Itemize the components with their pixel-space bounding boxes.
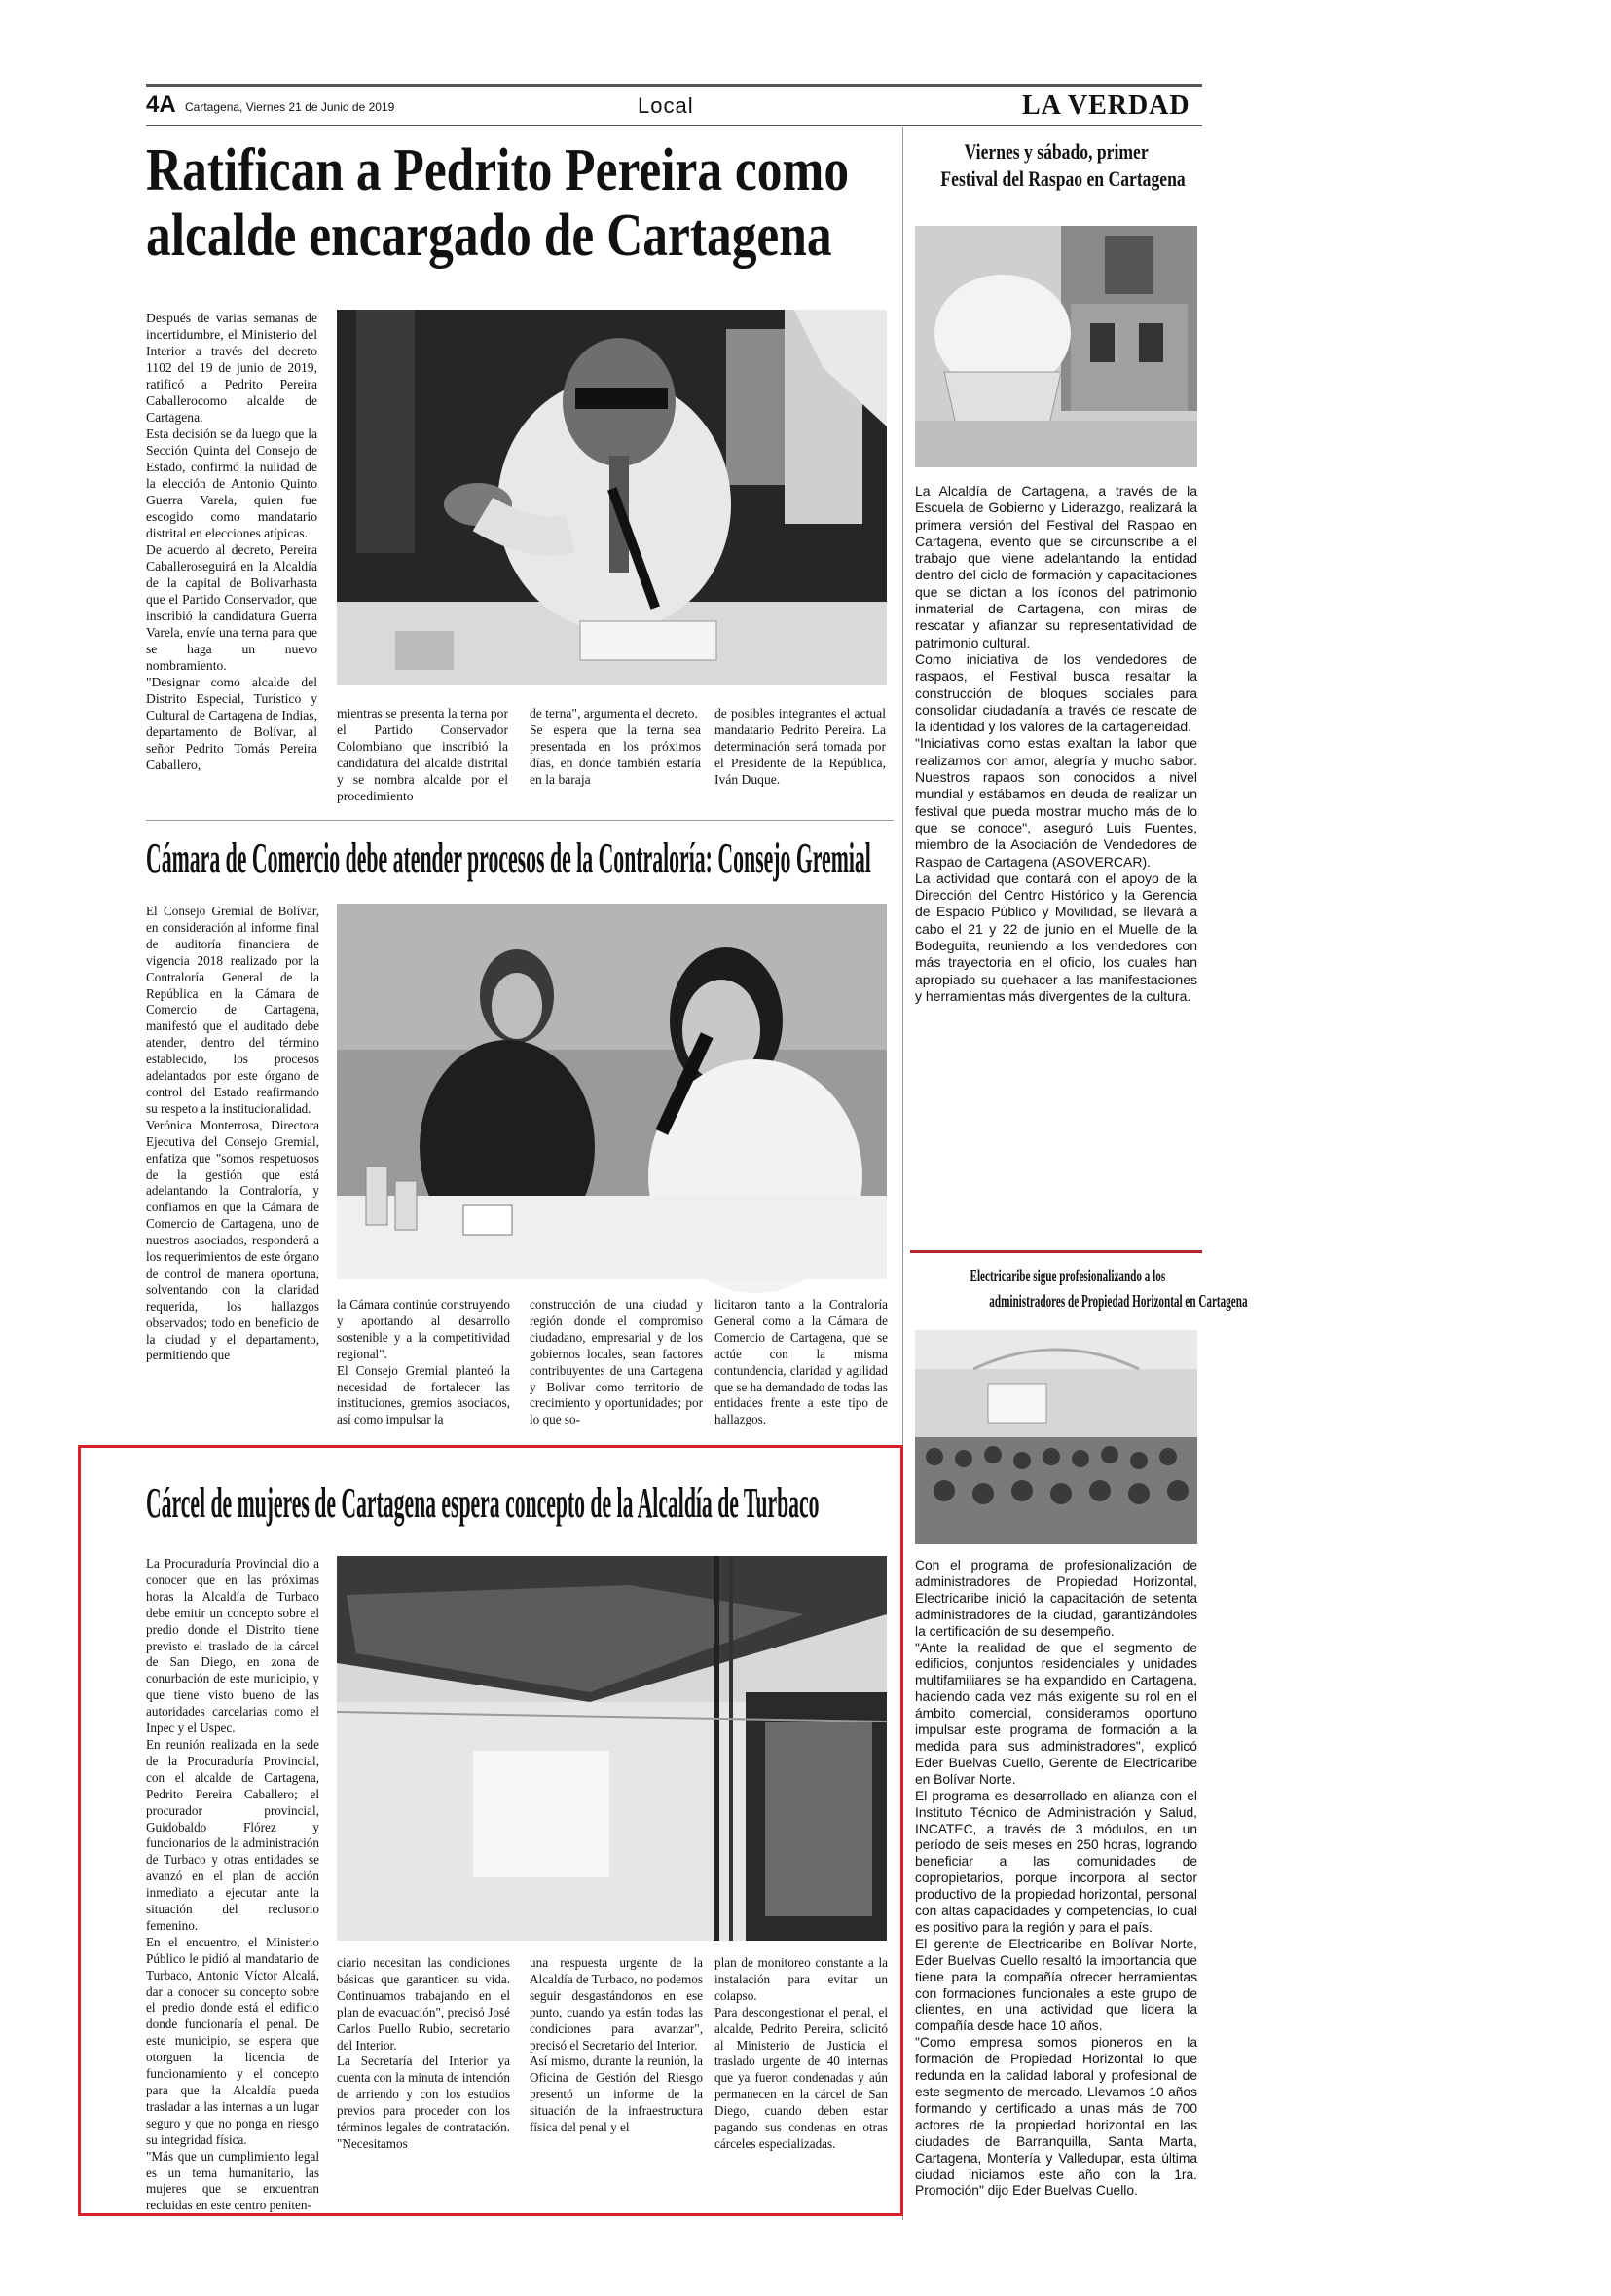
article2-title: Cámara de Comercio debe atender procesos de la Contraloría: Consejo Gremial (146, 834, 871, 882)
prison-ceiling-photo (337, 1556, 887, 1941)
article3-photo (337, 1556, 887, 1941)
article2-headline (146, 835, 1611, 882)
article1-body-col2: mientras se presenta la terna por el Partido Conservador Colombiano que inscribió la candidatura del alcalde distrital y se nombra alcalde por el procedimiento (337, 706, 508, 803)
article3-body-col3: una respuesta urgente de la Alcaldía de Turbaco, no podemos seguir desgastándonos en ese punto, cuando ya están todas las condiciones para avanzar", precisó el Secretario del Interior. Así mismo, durante la reunión, la Oficina de Gestión del Riesgo presentó un informe de la situación de la infraestructura física del penal y el (530, 1955, 703, 2135)
sidebar2-headline (910, 1263, 1248, 1314)
article1-title-line2: alcalde encargado de Cartagena (146, 202, 832, 269)
sidebar2-body: Con el programa de profesionalización de administradores de Propiedad Horizontal, Electricaribe inició la capacitación de setenta administradores de la ciudad, garantizándoles la certificación de su desempeño. "Ante la realidad de que el segmento de edificios, conjuntos residenciales y unidades multifamiliares se ha expandido en Cartagena, haciendo cada vez más exigente su rol en el ámbito comercial, consideramos oportuno impulsar este programa de formación a la medida para sus administradores", explicó Eder Buelvas Cuello, Gerente de Electricaribe en Bolívar Norte. El programa es desarrollado en alianza con el Instituto Técnico de Administración y Salud, INCATEC, a través de 3 módulos, en un período de seis meses en 250 horas, logrando beneficiar a las comunidades de copropietarios, porque incorpora al sector productivo de la propiedad horizontal, personal con altas capacidades y competencias, lo cual es positivo para la región y para el país. El gerente de Electricaribe en Bolívar Norte, Eder Buelvas Cuello resaltó la importancia que tiene para la compañía ofrecer herramientas con formaciones funcionales a este grupo de clientes, en una actividad que lidera la compañía desde hace 10 años. "Como empresa somos pioneros en la formación de Propiedad Horizontal lo que redunda en la calidad laboral y profesional de este segmento de mercado. Llevamos 10 años formando y certificado a unas más de 700 actores de la propiedad horizontal en las ciudades de Barranquilla, Santa Marta, Cartagena, Montería y Valledupar, esta última ciudad iniciamos este año con la 1ra. Promoción" dijo Eder Buelvas Cuello. (915, 1558, 1197, 2199)
article1-title-line1: Ratifican a Pedrito Pereira como (146, 137, 850, 204)
sidebar2-title-line1: Electricaribe sigue profesionalizando a los (970, 1266, 1166, 1285)
sidebar1-headline (910, 138, 1202, 193)
header-rule (146, 125, 1202, 126)
article3-headline (146, 1480, 1512, 1527)
sidebar2-title-line2: administradores de Propiedad Horizontal en Cartagena (989, 1291, 1248, 1311)
raspao-photo (915, 226, 1197, 467)
article1-body-col4: de posibles integrantes el actual mandatario Pedrito Pereira. La determinación será tomada por el Presidente de la República, Iván Duque. (714, 706, 886, 787)
article2-body-col2: la Cámara continúe construyendo y aportando al desarrollo sostenible y a la competitividad regional". El Consejo Gremial planteó la necesidad de fortalecer las instituciones, gremios asociados, así como impulsar la (337, 1297, 510, 1427)
article3-body-col4: plan de monitoreo constante a la instalación para evitar un colapso. Para descongestionar el penal, el alcalde, Pedrito Pereira, solicitó al Ministerio de Justicia el traslado urgente de 40 internas que ya fueron condenadas y aún permanecen en la cárcel de San Diego, cuando deben estar pagando sus condenas en otras cárceles especializadas. (714, 1955, 888, 2151)
sidebar-divider (910, 1250, 1202, 1253)
article3-body-col2: ciario necesitan las condiciones básicas que garanticen su vida. Continuamos trabajando en el plan de evacuación", precisó José Carlos Puello Rubio, secretario del Interior. La Secretaría del Interior ya cuenta con la minuta de intención de arriendo y con los estudios previos para proceder con los términos legales de contratación. "Necesitamos (337, 1955, 510, 2151)
article2-photo (337, 904, 887, 1279)
article1-photo (337, 310, 887, 685)
article1-body-col1: Después de varias semanas de incertidumbre, el Ministerio del Interior a través del decreto 1102 del 19 de junio de 2019, ratificó a Pedrito Pereira Caballerocomo alcalde de Cartagena. Esta decisión se da luego que la Sección Quinta del Consejo de Estado, confirmó la nulidad de la elección de Antonio Quinto Guerra Varela, quien fue escogido como mandatario distrital en elecciones atípicas. De acuerdo al decreto, Pereira Caballeroseguirá en la Alcaldía de la capital de Bolivarhasta que el Partido Conservador, que inscribió la candidatura Guerra Varela, envíe una terna para que se haga un nuevo nombramiento. "Designar como alcalde del Distrito Especial, Turístico y Cultural de Cartagena de Indias, departamento de Bolívar, al señor Pedrito Tomás Pereira Caballero, (146, 311, 317, 772)
sidebar1-photo (915, 226, 1197, 467)
section-name: Local (638, 93, 694, 118)
article2-body-col3: construcción de una ciudad y región donde el compromiso ciudadano, empresarial y de los gobiernos locales, sean factores contribuyentes de una Cartagena y Bolívar como territorio de crecimiento y oportunidades; por lo que so- (530, 1297, 703, 1427)
top-rule (146, 84, 1202, 87)
article2-body-col1: El Consejo Gremial de Bolívar, en consideración al informe final de auditoría financiera de vigencia 2018 realizado por la Contraloría General de la República en la Cámara de Comercio de Cartagena, manifestó que el auditado debe atender, dentro del término establecido, los procesos adelantados por este órgano de control del Estado reafirmando su respeto a la institucionalidad. Verónica Monterrosa, Directora Ejecutiva del Consejo Gremial, enfatiza que "somos respetuosos de la gestión que está adelantando la Contraloría, y confiamos en que la Cámara de Comercio de Cartagena, uno de nuestros asociados, responderá a los requerimientos de este órgano de control de manera oportuna, solventando con la claridad requerida, los hallazgos observados; todo en beneficio de la ciudad y el departamento, permitiendo que (146, 904, 319, 1363)
article1-bottom-rule (146, 820, 894, 821)
sidebar1-title-line1: Viernes y sábado, primer (964, 139, 1149, 164)
sidebar2-photo (915, 1330, 1197, 1544)
article1-body-col3: de terna", argumenta el decreto. Se espera que la terna sea presentada en los próximos días, en donde también estaría en la baraja (530, 706, 701, 787)
council-photo (337, 904, 887, 1279)
mayor-photo (337, 310, 887, 685)
newspaper-name: LA VERDAD (1022, 91, 1190, 121)
article3-title: Cárcel de mujeres de Cartagena espera concepto de la Alcaldía de Turbaco (146, 1479, 820, 1527)
page-number: 4A (146, 92, 176, 118)
sidebar1-title-line2: Festival del Raspao en Cartagena (940, 167, 1186, 191)
training-room-photo (915, 1330, 1197, 1544)
sidebar1-body: La Alcaldía de Cartagena, a través de la Escuela de Gobierno y Liderazgo, realizará la primera versión del Festival del Raspao en Cartagena, evento que se circunscribe a el trabajo que viene adelantando la entidad dentro del ciclo de formación y capacitaciones que se dictan a los íconos del patrimonio inmaterial de Cartagena, con miras de rescatar y afianzar su representatividad de patrimonio cultural. Como iniciativa de los vendedores de raspaos, el Festival busca resaltar la construcción de bloques sociales para consolidar ciudadanía a través de rescate de la identidad y los valores de la cartageneidad. "Iniciativas como estas exaltan la labor que realizamos con amor, alegría y mucho sabor. Nuestros rapaos son conocidos a nivel mundial y estábamos en deuda de realizar un festival que pueda mostrar mucho más de lo que se conoce", aseguró Luis Fuentes, miembro de la Asociación de Vendedores de Raspao de Cartagena (ASOVERCAR). La actividad que contará con el apoyo de la Dirección del Centro Histórico y la Gerencia de Espacio Público y Movilidad, se llevará a cabo el 21 y 22 de junio en el Muelle de la Bodeguita, reuniendo a los vendedores con más trayectoria en el oficio, los cuales han apropiado su quehacer a las manifestaciones y herramientas más divergentes de la cultura. (915, 483, 1197, 1004)
article2-body-col4: licitaron tanto a la Contraloría General como a la Cámara de Comercio de Cartagena, que se actúe con la misma contundencia, claridad y agilidad que se ha demandado de todas las entidades frente a este tipo de hallazgos. (714, 1297, 888, 1427)
date-line: Cartagena, Viernes 21 de Junio de 2019 (185, 100, 395, 114)
article1-headline (146, 138, 993, 269)
article3-body-col1: La Procuraduría Provincial dio a conocer que en las próximas horas la Alcaldía de Turbaco debe emitir un concepto sobre el predio donde el Distrito tiene previsto el traslado de la cárcel de San Diego, en zona de conurbación de este municipio, y que tiene visto bueno de las autoridades carcelarias como el Inpec y el Uspec. En reunión realizada en la sede de la Procuraduría Provincial, con el alcalde de Cartagena, Pedrito Pereira Caballero; el procurador provincial, Guidobaldo Flórez y funcionarios de la administración de Turbaco y otras entidades se avanzó en el plan de acción inmediato a ejecutar ante la situación del reclusorio femenino. En el encuentro, el Ministerio Público le pidió al mandatario de Turbaco, Antonio Víctor Alcalá, dar a conocer su concepto sobre el predio donde está el edificio donde funcionaría el penal. De este municipio, se espera que otorguen la licencia de funcionamiento y el concepto para que la Alcaldía pueda trasladar a las internas a un lugar seguro y que no ponga en riesgo su integridad física. "Más que un cumplimiento legal es un tema humanitario, las mujeres que se encuentran recluidas en este centro peniten- (146, 1556, 319, 2213)
